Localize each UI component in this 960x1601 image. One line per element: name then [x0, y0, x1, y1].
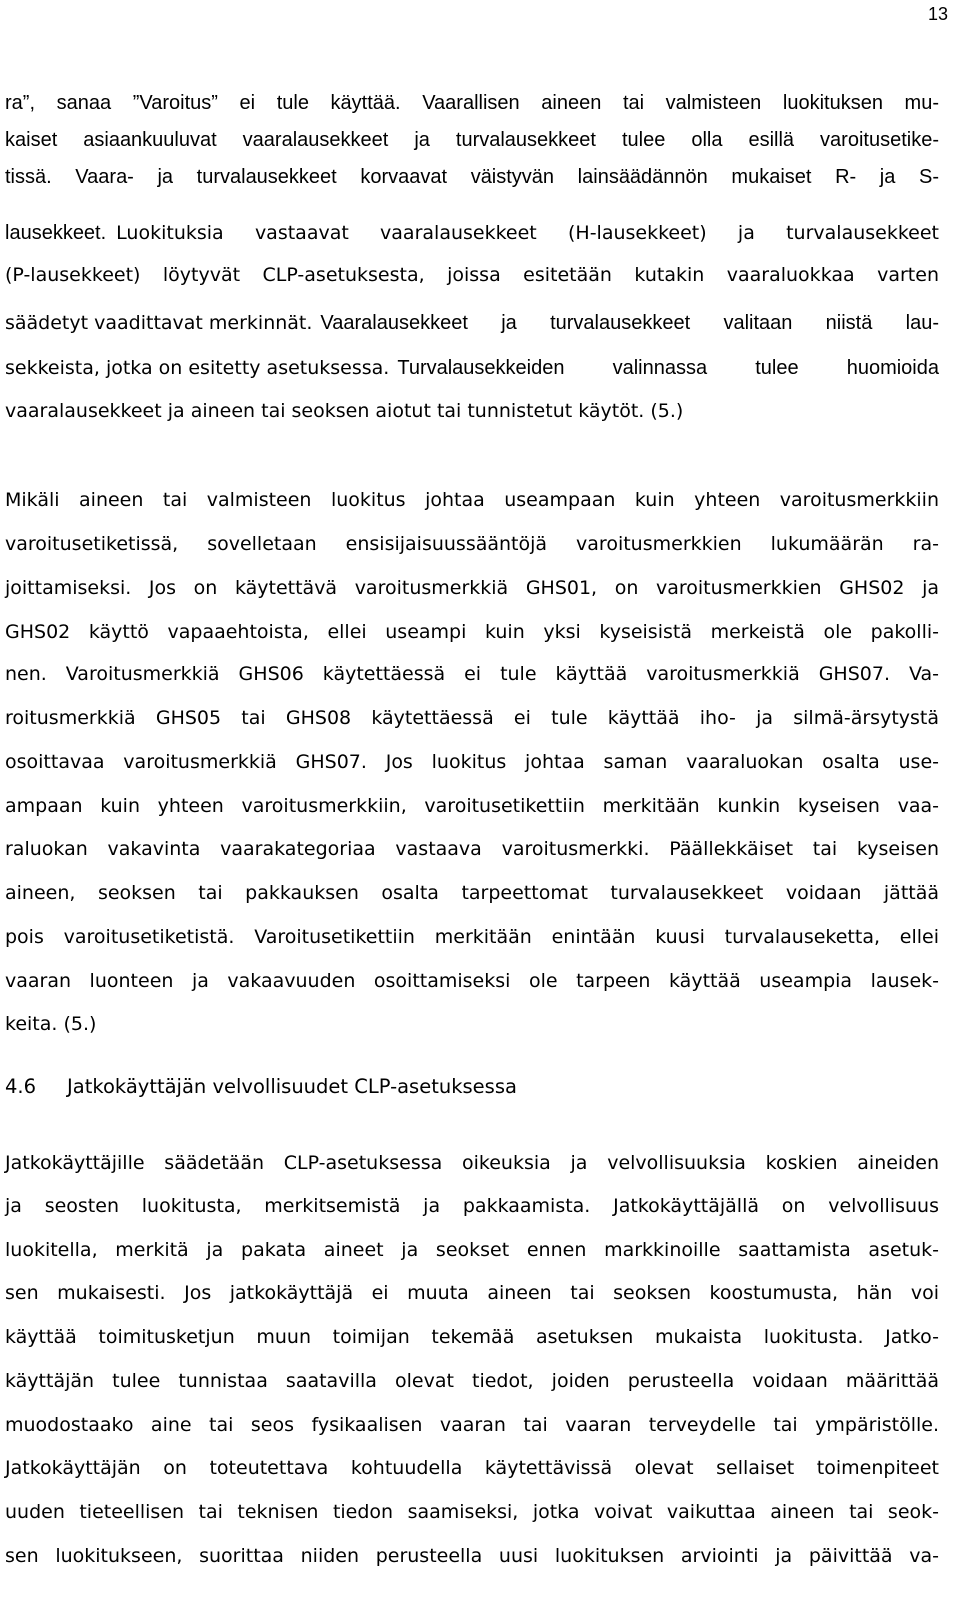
text-line: nen. Varoitusmerkkiä GHS06 käytettäessä ei tule käyttää varoitusmerkkiä GHS07. Va- — [5, 663, 939, 685]
text-line: Jatkokäyttäjille säädetään CLP-asetuksessa oikeuksia ja velvollisuuksia koskien aineiden — [5, 1152, 939, 1174]
text-line: käyttäjän tulee tunnistaa saatavilla olevat tiedot, joiden perusteella voidaan määrittää — [5, 1370, 939, 1392]
section-heading — [5, 1073, 517, 1101]
text-line: käyttää toimitusketjun muun toimijan tekemää asetuksen mukaista luokitusta. Jatko- — [5, 1326, 939, 1348]
text-line: roitusmerkkiä GHS05 tai GHS08 käytettäessä ei tule käyttää iho- ja silmä-ärsytystä — [5, 707, 939, 729]
text-line: keita. (5.) — [5, 1013, 97, 1035]
text-line: GHS02 käyttö vapaaehtoista, ellei useampi kuin yksi kyseisistä merkeistä ole pakolli- — [5, 621, 939, 643]
text-line: joittamiseksi. Jos on käytettävä varoitusmerkkiä GHS01, on varoitusmerkkien GHS02 ja — [5, 577, 939, 599]
text-line: luokitella, merkitä ja pakata aineet ja seokset ennen markkinoille saattamista asetuk- — [5, 1239, 939, 1261]
text-line: varoitusetiketissä, sovelletaan ensisijaisuussääntöjä varoitusmerkkien lukumäärän ra- — [5, 533, 939, 555]
text-line: sekkeista, jotka on esitetty asetuksessa. Turvalausekkeiden valinnassa tulee huomioida — [5, 357, 939, 379]
text-line: sen mukaisesti. Jos jatkokäyttäjä ei muuta aineen tai seoksen koostumusta, hän voi — [5, 1282, 939, 1304]
text-line: säädetyt vaadittavat merkinnät. Vaaralausekkeet ja turvalausekkeet valitaan niistä lau- — [5, 312, 939, 334]
text-line: kaiset asiaankuuluvat vaaralausekkeet ja turvalausekkeet tulee olla esillä varoitusetike- — [5, 129, 939, 151]
text-line: ampaan kuin yhteen varoitusmerkkiin, varoitusetikettiin merkitään kunkin kyseisen vaa- — [5, 795, 939, 817]
section-title: Jatkokäyttäjän velvollisuudet CLP-asetuksessa — [67, 1075, 517, 1098]
text-line: raluokan vakavinta vaarakategoriaa vastaava varoitusmerkki. Päällekkäiset tai kyseisen — [5, 838, 939, 860]
text-line: tissä. Vaara- ja turvalausekkeet korvaavat väistyvän lainsäädännön mukaiset R- ja S- — [5, 166, 939, 188]
text-line: osoittavaa varoitusmerkkiä GHS07. Jos luokitus johtaa saman vaaraluokan osalta use- — [5, 751, 939, 773]
text-line: muodostaako aine tai seos fysikaalisen vaaran tai vaaran terveydelle tai ympäristölle. — [5, 1414, 939, 1436]
text-line: lausekkeet. Luokituksia vastaavat vaaralausekkeet (H-lausekkeet) ja turvalausekkeet — [5, 222, 939, 244]
text-line: (P-lausekkeet) löytyvät CLP-asetuksesta, joissa esitetään kutakin vaaraluokkaa varten — [5, 264, 939, 286]
text-line: ja seosten luokitusta, merkitsemistä ja pakkaamista. Jatkokäyttäjällä on velvollisuus — [5, 1195, 939, 1217]
text-line: vaaralausekkeet ja aineen tai seoksen aiotut tai tunnistetut käytöt. (5.) — [5, 400, 684, 422]
text-line: pois varoitusetiketistä. Varoitusetikettiin merkitään enintään kuusi turvalauseketta, ellei — [5, 926, 939, 948]
text-line: Mikäli aineen tai valmisteen luokitus johtaa useampaan kuin yhteen varoitusmerkkiin — [5, 489, 939, 511]
text-line: vaaran luonteen ja vakaavuuden osoittamiseksi ole tarpeen käyttää useampia lausek- — [5, 970, 939, 992]
text-line: ra”, sanaa ”Varoitus” ei tule käyttää. Vaarallisen aineen tai valmisteen luokituksen mu- — [5, 92, 939, 114]
text-line: aineen, seoksen tai pakkauksen osalta tarpeettomat turvalausekkeet voidaan jättää — [5, 882, 939, 904]
section-number: 4.6 — [5, 1075, 37, 1098]
page-number: 13 — [927, 4, 948, 24]
text-line: uuden tieteellisen tai teknisen tiedon saamiseksi, jotka voivat vaikuttaa aineen tai seok- — [5, 1501, 939, 1523]
text-line: sen luokitukseen, suorittaa niiden perusteella uusi luokituksen arviointi ja päivittää va- — [5, 1545, 939, 1567]
text-line: Jatkokäyttäjän on toteutettava kohtuudella käytettävissä olevat sellaiset toimenpiteet — [5, 1457, 939, 1479]
